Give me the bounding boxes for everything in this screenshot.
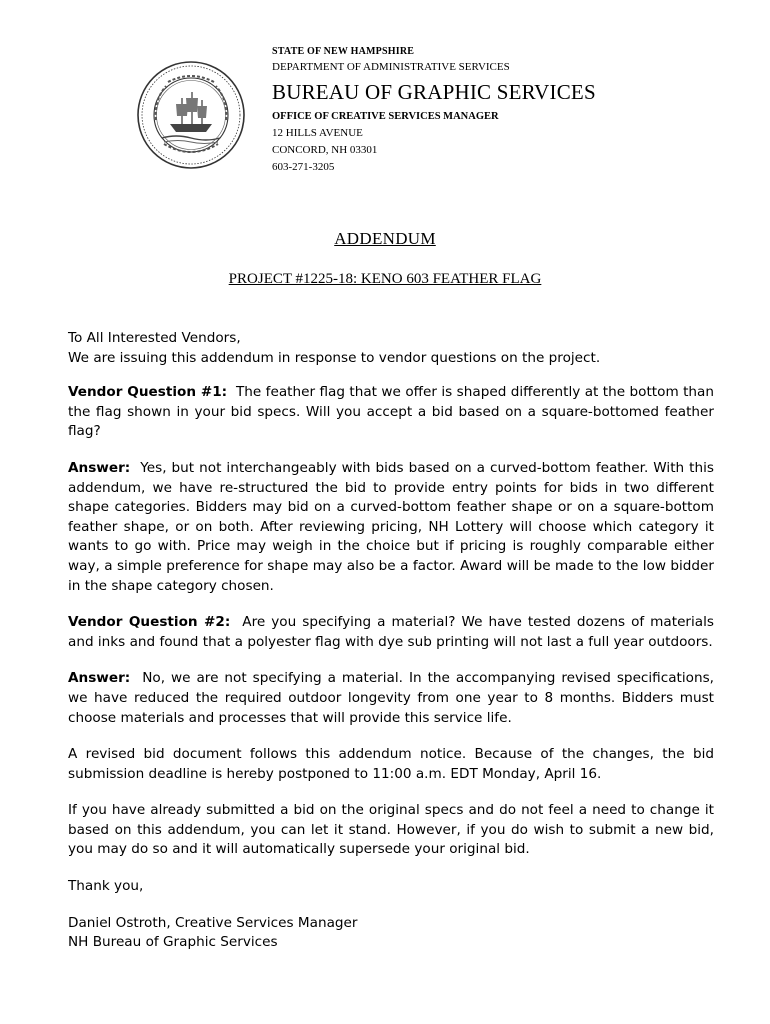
street-address: 12 HILLS AVENUE	[272, 127, 363, 139]
letterhead	[272, 44, 596, 176]
answer-2-text: No, we are not specifying a material. In the accompanying revised specifications, we have reduced the required outdoor longevity from one year to 8 months. Bidders must choose materials and processes that will provide this service life.	[68, 670, 714, 726]
bureau-name: BUREAU OF GRAPHIC SERVICES	[272, 80, 596, 104]
question-2-label: Vendor Question #2:	[68, 614, 231, 631]
answer-1	[68, 459, 714, 596]
answer-1-label: Answer:	[68, 459, 131, 476]
answer-2-label: Answer:	[68, 670, 131, 687]
city-state-zip: CONCORD, NH 03301	[272, 144, 378, 156]
answer-1-text: Yes, but not interchangeably with bids based on a curved-bottom feather. With this addendum, we have re-structured the bid to provide entry points for bids in two different shape categories. Bidders may bid on a curved-bottom feather shape or on a square-bottom feather shape, or on both. After reviewing pricing, NH Lottery will choose which category it wants to go with. Price may weigh in the choice but if pricing is roughly comparable either way, a simple preference for shape may also be a factor. Award will be made to the low bidder in the shape category chosen.	[68, 459, 714, 594]
department-name: DEPARTMENT OF ADMINISTRATIVE SERVICES	[272, 61, 510, 73]
question-2-text: Are you specifying a material? We have tested dozens of materials and inks and found that a polyester flag with dye sub printing will not last a full year outdoors.	[68, 614, 714, 650]
greeting-paragraph	[68, 329, 714, 368]
question-1-text: The feather flag that we offer is shaped differently at the bottom than the flag shown in your bid specs. Will you accept a bid based on a square-bottomed feather flag?	[68, 384, 714, 440]
document-title: ADDENDUM	[334, 229, 436, 248]
signature-block	[68, 914, 714, 953]
submitted-bids-notice: If you have already submitted a bid on the original specs and do not feel a need to change it based on this addendum, you can let it stand. However, if you do wish to submit a new bid, you may do so and it will automatically supersede your original bid.	[68, 802, 714, 858]
question-2	[68, 613, 714, 652]
state-seal-logo	[136, 60, 246, 170]
question-1	[68, 383, 714, 442]
signature-name: Daniel Ostroth, Creative Services Manager	[68, 914, 358, 931]
office-name: OFFICE OF CREATIVE SERVICES MANAGER	[272, 111, 499, 122]
intro: We are issuing this addendum in response to vendor questions on the project.	[68, 349, 601, 366]
phone-number: 603-271-3205	[272, 161, 335, 173]
letter-body	[68, 329, 714, 970]
state-name: STATE OF NEW HAMPSHIRE	[272, 46, 415, 57]
signature-org: NH Bureau of Graphic Services	[68, 934, 278, 951]
question-1-label: Vendor Question #1:	[68, 384, 228, 401]
greeting: To All Interested Vendors,	[68, 330, 241, 346]
revised-notice: A revised bid document follows this addendum notice. Because of the changes, the bid submission deadline is hereby postponed to 11:00 a.m. EDT Monday, April 16.	[68, 746, 714, 782]
project-title: PROJECT #1225-18: KENO 603 FEATHER FLAG	[228, 271, 542, 287]
closing: Thank you,	[68, 878, 144, 895]
answer-2	[68, 669, 714, 728]
